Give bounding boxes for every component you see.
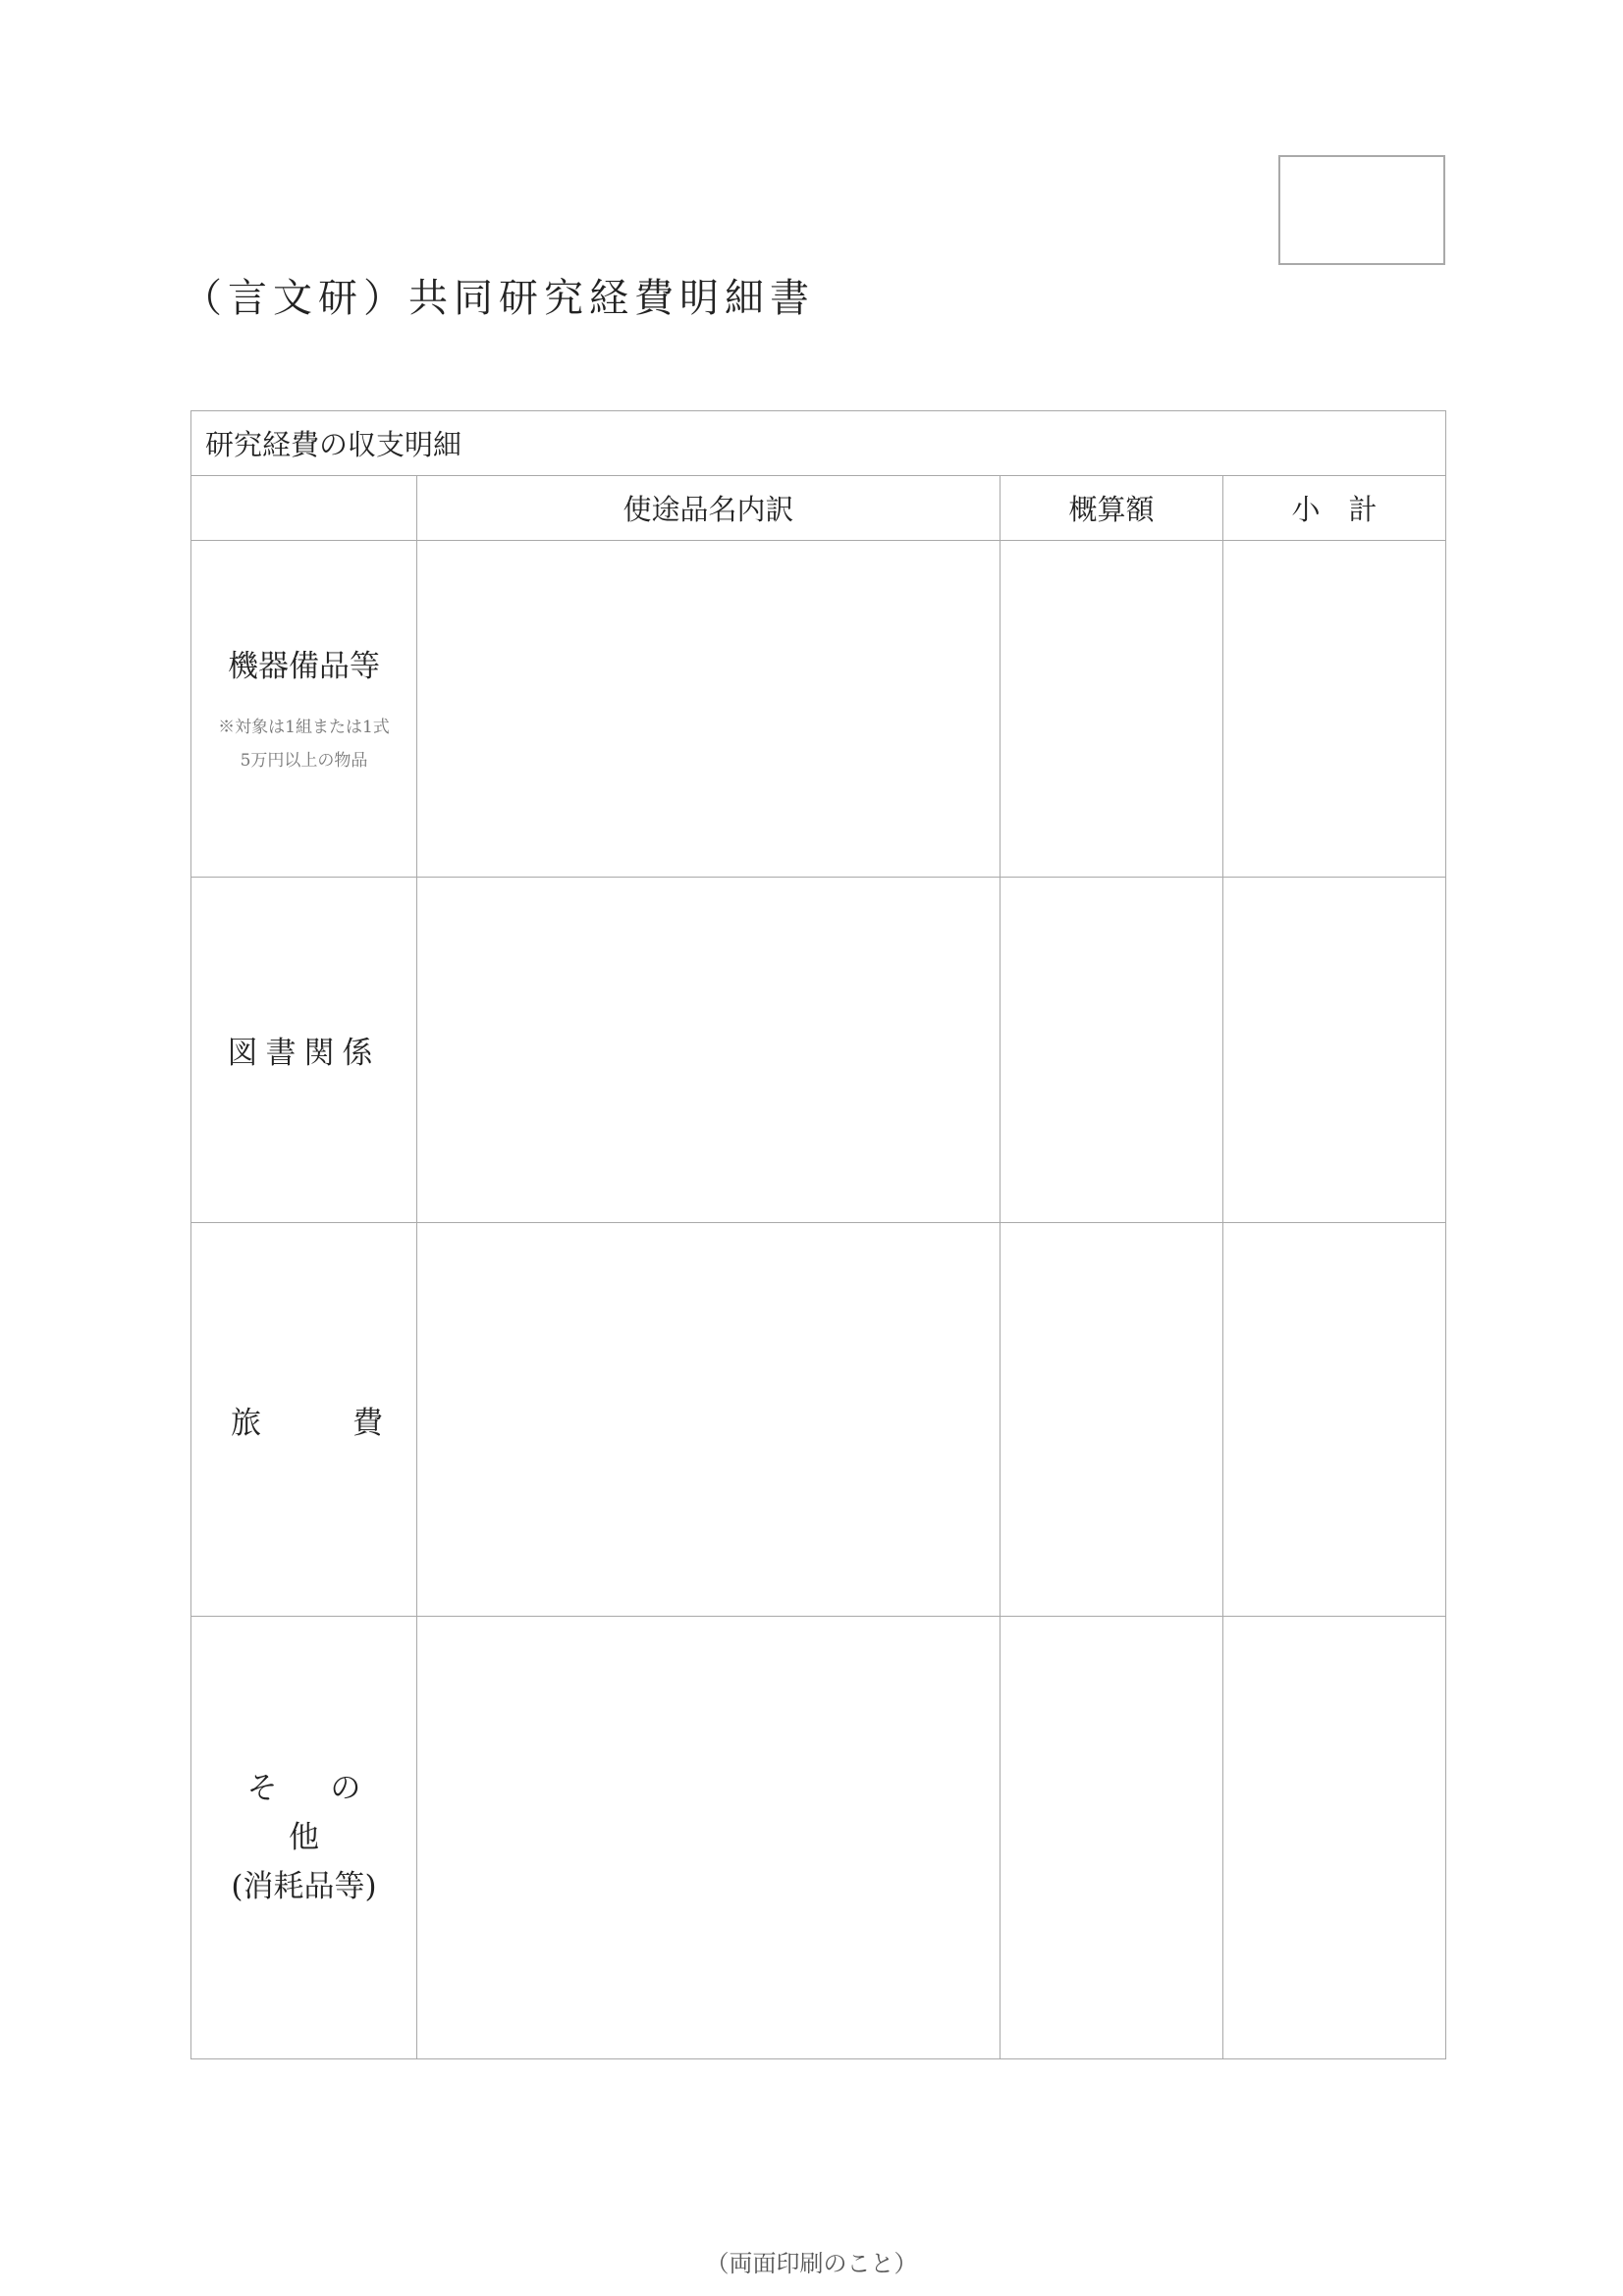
section-header: 研究経費の収支明細	[191, 411, 1446, 476]
table-row-travel	[191, 1223, 1446, 1617]
row-label-equipment-note	[191, 711, 416, 777]
travel-subtotal-cell[interactable]	[1223, 1223, 1446, 1617]
equipment-subtotal-cell[interactable]	[1223, 541, 1446, 878]
travel-item-cell[interactable]	[417, 1223, 1001, 1617]
row-label-books-text: 図書関係	[227, 1036, 381, 1071]
table-row-other	[191, 1617, 1446, 2059]
books-item-cell[interactable]	[417, 878, 1001, 1223]
expense-table	[190, 410, 1446, 2059]
row-label-travel	[191, 1223, 417, 1617]
row-label-other-line1: そ の 他	[246, 1771, 383, 1855]
books-amount-cell[interactable]	[1001, 878, 1223, 1223]
row-label-equipment-text: 機器備品等	[228, 648, 380, 684]
column-header-row	[191, 476, 1446, 541]
footer-note: （両面印刷のこと）	[705, 2250, 918, 2277]
column-header-item-breakdown: 使途品名内訳	[417, 476, 1001, 541]
row-label-travel-left: 旅	[231, 1405, 261, 1441]
row-label-equipment	[191, 541, 417, 878]
stamp-box	[1278, 155, 1445, 265]
other-amount-cell[interactable]	[1001, 1617, 1223, 2059]
equipment-note-line1: ※対象は1組または1式	[218, 717, 390, 737]
section-header-row	[191, 411, 1446, 476]
row-label-other	[191, 1617, 417, 2059]
equipment-note-line2: 5万円以上の物品	[240, 750, 368, 771]
books-subtotal-cell[interactable]	[1223, 878, 1446, 1223]
row-label-other-line2: (消耗品等)	[231, 1869, 377, 1904]
travel-amount-cell[interactable]	[1001, 1223, 1223, 1617]
other-subtotal-cell[interactable]	[1223, 1617, 1446, 2059]
other-item-cell[interactable]	[417, 1617, 1001, 2059]
column-header-category	[191, 476, 417, 541]
row-label-travel-right: 費	[352, 1405, 383, 1441]
table-row-equipment	[191, 541, 1446, 878]
column-header-subtotal: 小 計	[1223, 476, 1446, 541]
document-title: （言文研）共同研究経費明細書	[183, 276, 815, 321]
column-header-estimated-amount: 概算額	[1001, 476, 1223, 541]
row-label-books	[191, 878, 417, 1223]
table-row-books	[191, 878, 1446, 1223]
equipment-item-cell[interactable]	[417, 541, 1001, 878]
equipment-amount-cell[interactable]	[1001, 541, 1223, 878]
